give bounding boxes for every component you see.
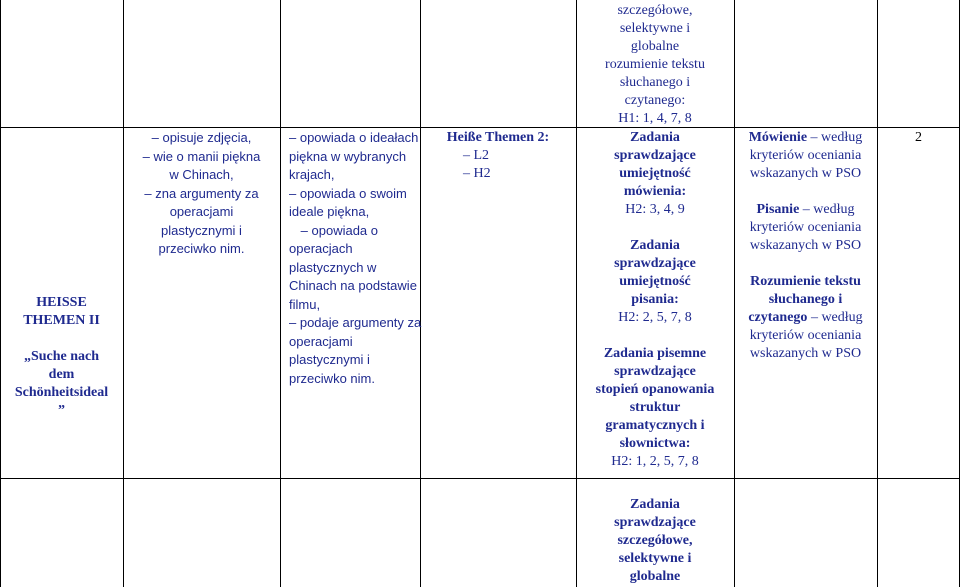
task-line: globalne — [629, 569, 681, 584]
task-line: H1: 1, 4, 7, 8 — [618, 111, 692, 126]
task-line: stopień opanowania — [595, 382, 715, 397]
task-line: rozumienie tekstu — [605, 57, 705, 72]
task-line: Zadania — [630, 238, 680, 253]
task-line: H2: 1, 2, 5, 7, 8 — [611, 454, 699, 469]
assessment-line: wskazanych w PSO — [749, 238, 862, 253]
task-line: sprawdzające — [614, 364, 696, 379]
assessment-line: Rozumienie tekstu — [750, 274, 861, 289]
column-divider — [420, 0, 421, 587]
tasks-bottom-col — [577, 496, 733, 586]
skill-line: – opowiada o swoim — [289, 185, 407, 201]
skill-line: filmu, — [289, 296, 321, 312]
task-line: umiejętność — [619, 274, 691, 289]
unit-title-line: ” — [58, 403, 65, 418]
unit-title-line: „Suche nach — [23, 349, 100, 364]
skill-line: Chinach na podstawie — [289, 278, 417, 293]
task-line: selektywne i — [618, 551, 692, 566]
skills-description-col — [124, 129, 279, 259]
skill-line: przeciwko nim. — [289, 370, 375, 386]
task-line: H2: 2, 5, 7, 8 — [618, 310, 692, 325]
skill-line: – wie o manii piękna — [142, 148, 261, 164]
skill-line: operacjach — [289, 241, 353, 256]
skill-line: plastycznymi i — [161, 222, 242, 238]
textbook-title: Heiße Themen 2: — [446, 130, 550, 145]
task-line: szczegółowe, — [617, 533, 693, 548]
skill-line: krajach, — [289, 167, 335, 182]
task-line: Zadania — [630, 497, 680, 512]
column-divider — [877, 0, 878, 587]
skill-line: – opisuje zdjęcia, — [151, 130, 252, 145]
task-line: sprawdzające — [614, 148, 696, 163]
unit-title — [1, 294, 122, 420]
assessment-line: wskazanych w PSO — [749, 166, 862, 181]
task-line: szczegółowe, — [617, 3, 693, 18]
assessment-line: Pisanie – według — [756, 202, 855, 217]
assessment-line: Mówienie – według — [748, 130, 863, 145]
assessment-line: kryteriów oceniania — [749, 328, 862, 343]
textbook-col — [421, 129, 575, 183]
tasks-top-col — [577, 2, 733, 128]
grade-col — [878, 129, 959, 147]
task-line: selektywne i — [619, 21, 691, 36]
textbook-item: – L2 — [463, 148, 490, 163]
skill-line: piękna w wybranych — [289, 148, 407, 164]
task-line: struktur — [629, 400, 681, 415]
skill-line: operacjami — [289, 333, 353, 349]
unit-title-line: dem — [48, 367, 75, 382]
assessment-line: czytanego – według — [748, 310, 863, 325]
table-border-top — [0, 127, 960, 128]
assessment-line: kryteriów oceniania — [749, 148, 862, 163]
skill-line: operacjami — [169, 204, 234, 219]
task-line: sprawdzające — [614, 256, 696, 271]
tasks-col — [577, 129, 733, 471]
task-line: słownictwa: — [619, 436, 691, 451]
skill-line: przeciwko nim. — [158, 241, 245, 256]
skill-line: – opowiada o — [300, 222, 378, 238]
assessment-line: kryteriów oceniania — [749, 220, 862, 235]
task-line: Zadania pisemne — [603, 346, 707, 361]
column-divider — [280, 0, 281, 587]
textbook-item: – H2 — [463, 166, 491, 181]
task-line: gramatycznych i — [605, 418, 705, 433]
skill-line: plastycznych w — [289, 259, 377, 275]
assessment-col — [735, 129, 876, 363]
task-line: sprawdzające — [614, 515, 696, 530]
skill-line: – zna argumenty za — [144, 185, 259, 201]
skill-line: plastycznymi i — [289, 352, 370, 367]
unit-title-line: HEISSE — [36, 295, 87, 310]
column-divider — [123, 0, 124, 587]
assessment-line: słuchanego i — [768, 292, 843, 307]
skill-line: – opowiada o ideałach — [289, 130, 419, 145]
skill-line: ideale piękna, — [289, 204, 370, 219]
task-line: Zadania — [630, 130, 680, 145]
task-line: mówienia: — [623, 184, 687, 199]
task-line: pisania: — [631, 292, 679, 307]
task-line: czytanego: — [624, 93, 686, 108]
task-line: słuchanego i — [619, 75, 691, 90]
task-line: H2: 3, 4, 9 — [625, 202, 685, 217]
skill-line: – podaje argumenty za — [289, 315, 422, 330]
table-border-bottom — [0, 478, 960, 479]
task-line: globalne — [630, 39, 680, 54]
unit-title-line: THEMEN II — [23, 313, 100, 328]
unit-title-line: Schönheitsideal — [14, 385, 109, 400]
skill-line: w Chinach, — [169, 167, 234, 182]
task-line: umiejętność — [619, 166, 691, 181]
grade-value: 2 — [915, 130, 922, 145]
speaking-skills-col — [289, 129, 422, 388]
assessment-line: wskazanych w PSO — [749, 346, 862, 361]
